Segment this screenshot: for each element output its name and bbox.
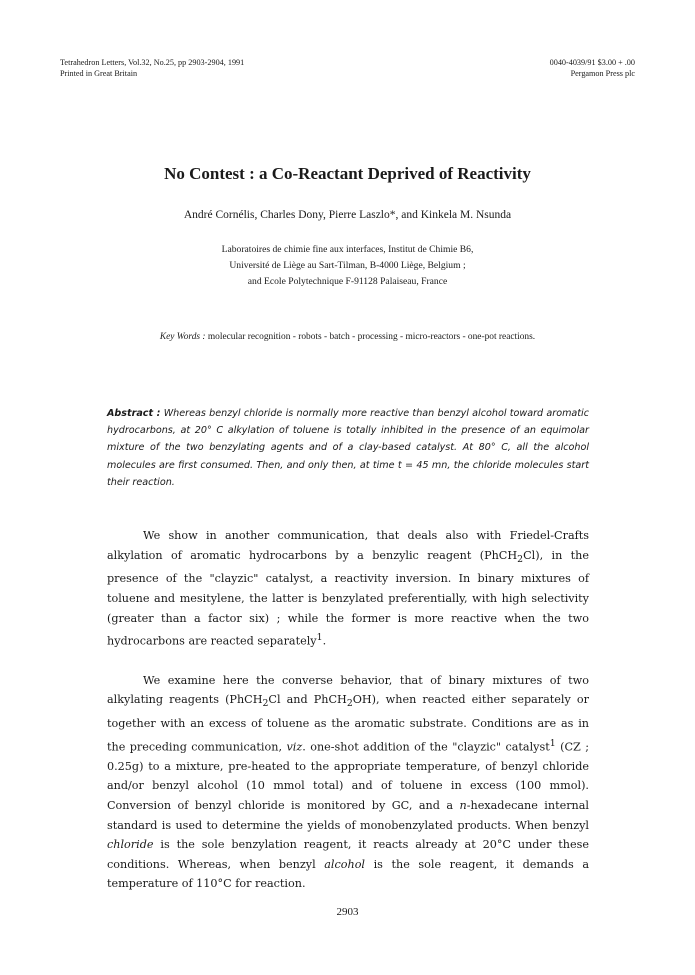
affiliation-line-2: Université de Liège au Sart-Tilman, B-4000 Liège, Belgium ; (229, 260, 466, 271)
paragraph-2 (107, 671, 589, 895)
p2-italic-chloride: chloride (107, 838, 154, 852)
p2-italic-viz: viz (286, 740, 303, 754)
abstract (107, 405, 589, 491)
p2-text-f: -hexadecane internal standard is used to determine the yields of monobenzylated products. When benzyl (107, 799, 589, 832)
journal-citation: Tetrahedron Letters, Vol.32, No.25, pp 2903-2904, 1991 (60, 58, 245, 67)
article-code: 0040-4039/91 $3.00 + .00 (549, 58, 635, 67)
printed-location: Printed in Great Britain (60, 69, 138, 78)
keywords-label: Key Words : (159, 332, 206, 342)
p1-reference-superscript: 1 (316, 632, 323, 644)
p2-text-b: Cl and PhCH (268, 693, 347, 707)
p1-text-c: . (322, 634, 327, 648)
p2-text-e: (CZ ; 0.25g) to a mixture, pre-heated to the appropriate temperature, of benzyl chloride and/or benzyl alcohol (10 mmol total) and of toluene in excess (100 mmol). Conversion of benzyl chloride is monitored by GC, and a (107, 740, 590, 813)
p1-subscript: 2 (517, 553, 524, 565)
p1-text-a: We show in another communication, that deals also with Friedel-Crafts alkylation of aromatic hydrocarbons by a benzylic reagent (PhCH (107, 529, 589, 562)
p2-text-c: OH), when reacted either separately or together with an excess of toluene as the aromatic substrate. Conditions are as in the preceding communication, (107, 693, 589, 754)
affiliation-line-1: Laboratoires de chimie fine aux interfaces, Institut de Chimie B6, (221, 244, 474, 255)
abstract-label: Abstract : (107, 408, 161, 419)
p2-subscript-2: 2 (346, 698, 353, 710)
p2-italic-n: n (459, 799, 467, 813)
p2-subscript-1: 2 (262, 698, 269, 710)
affiliation-line-3: and Ecole Polytechnique F-91128 Palaiseau, France (247, 276, 448, 287)
paragraph-1 (107, 526, 589, 652)
p2-text-a: We examine here the converse behavior, that of binary mixtures of two alkylating reagents (PhCH (107, 673, 589, 707)
abstract-text: Whereas benzyl chloride is normally more reactive than benzyl alcohol toward aromatic hydrocarbons, at 20° C alkylation of toluene is totally inhibited in the presence of an equimolar mixture of the two benzylating agents and of a clay-based catalyst. At 80° C, all the alcohol molecules are first consumed. Then, and only then, at time t = 45 mn, the chloride molecules start their reaction. (107, 408, 589, 488)
p2-reference-superscript: 1 (549, 737, 556, 749)
p1-text-b: Cl), in the presence of the "clayzic" catalyst, a reactivity inversion. In binary mixtures of toluene and mesitylene, the latter is benzylated preferentially, with high selectivity (greater than a factor six) ; while the former is more reactive when the two hydrocarbons are reacted separately (107, 548, 590, 648)
keywords-text: molecular recognition - robots - batch - processing - micro-reactors - one-pot reactions. (205, 332, 536, 342)
p2-text-h: is the sole reagent, it demands a temperature of 110°C for reaction. (107, 857, 589, 891)
p2-text-g: is the sole benzylation reagent, it reacts already at 20°C under these conditions. Whereas, when benzyl (107, 838, 589, 871)
p2-italic-alcohol: alcohol (324, 857, 366, 871)
page-number: 2903 (336, 906, 359, 918)
author-list: André Cornélis, Charles Dony, Pierre Laszlo*, and Kinkela M. Nsunda (183, 209, 512, 221)
affiliation (0, 242, 695, 290)
keywords (0, 332, 695, 342)
paper-title: No Contest : a Co-Reactant Deprived of Reactivity (164, 164, 531, 183)
body-text (107, 526, 589, 894)
p2-text-d: . one-shot addition of the "clayzic" catalyst (302, 740, 550, 754)
publisher: Pergamon Press plc (570, 69, 635, 78)
